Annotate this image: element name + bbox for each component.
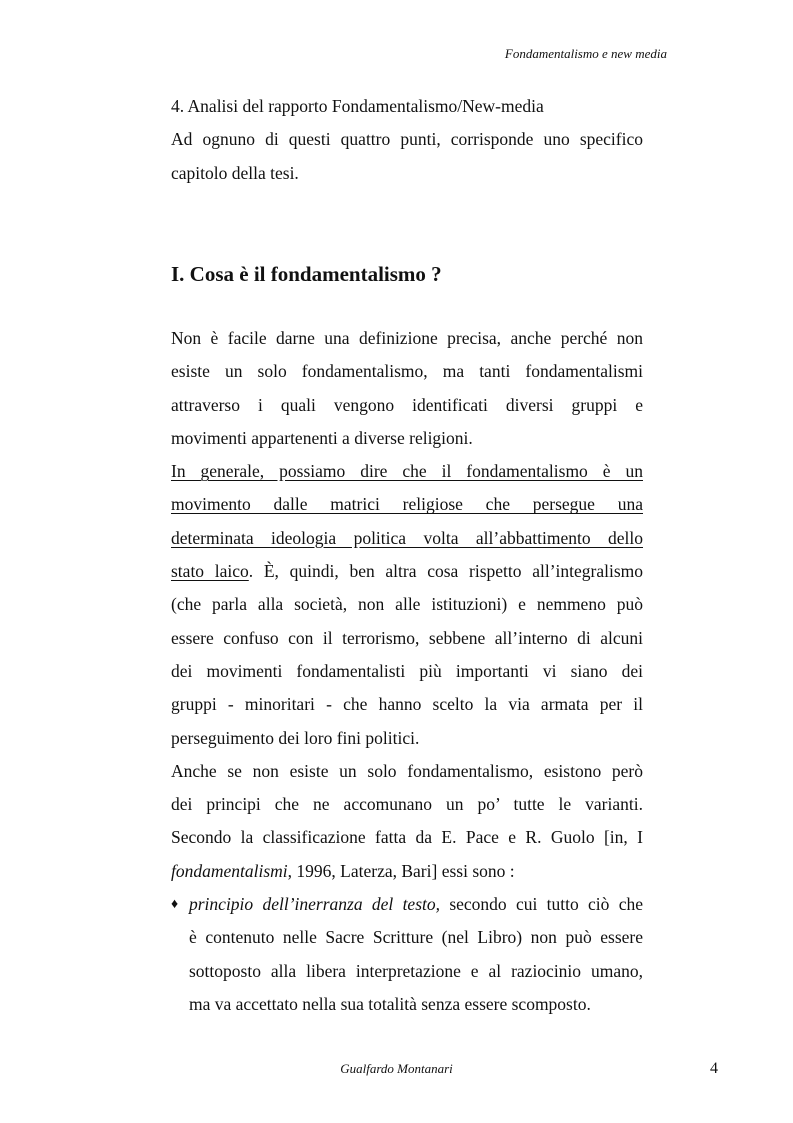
underlined-line: movimento dalle matrici religiose che persegue una: [171, 494, 643, 515]
text-line: [171, 855, 643, 888]
text-line: perseguimento dei loro fini politici.: [171, 727, 420, 748]
page-number: 4: [710, 1060, 718, 1077]
text-line: Non è facile darne una definizione precisa, anche perché non: [171, 328, 643, 348]
paragraph-definition: [171, 322, 643, 455]
paragraph-principles: [171, 755, 643, 888]
principle-term: principio dell’inerranza del testo,: [189, 894, 441, 915]
text-line: Ad ognuno di questi quattro punti, corrisponde uno specifico: [171, 129, 643, 150]
bullet-text: [189, 888, 643, 1021]
text-line: ma va accettato nella sua totalità senza essere scomposto.: [189, 993, 591, 1014]
running-header: Fondamentalismo e new media: [504, 46, 667, 61]
intro-text: [171, 90, 643, 190]
text-line: Anche se non esiste un solo fondamentalismo, esistono però: [171, 760, 643, 781]
footer-author: Gualfardo Montanari: [340, 1061, 453, 1076]
text-line: attraverso i quali vengono identificati diversi gruppi e: [171, 394, 643, 415]
underlined-line: In generale, possiamo dire che il fondamentalismo è un: [171, 461, 643, 482]
text-line: (che parla alla società, non alle istituzioni) e nemmeno può: [171, 594, 643, 615]
text-line: Secondo la classificazione fatta da E. Pace e R. Guolo [in, I: [171, 827, 643, 848]
book-title: fondamentalismi: [171, 860, 288, 881]
text-span: , 1996, Laterza, Bari] essi sono :: [287, 860, 515, 881]
list-item-4: 4. Analisi del rapporto Fondamentalismo/New-media: [171, 96, 544, 116]
text-line: gruppi - minoritari - che hanno scelto la via armata per il: [171, 694, 643, 715]
section-heading: I. Cosa è il fondamentalismo ?: [171, 262, 442, 286]
text-line: dei movimenti fondamentalisti più importanti vi siano dei: [171, 660, 643, 681]
text-line: [189, 888, 643, 921]
underlined-phrase: stato laico: [171, 561, 249, 582]
text-line: sottoposto alla libera interpretazione e al raziocinio umano,: [189, 960, 643, 981]
text-line: dei principi che ne accomunano un po’ tutte le varianti.: [171, 794, 643, 815]
text-line: esiste un solo fondamentalismo, ma tanti fondamentalismi: [171, 361, 643, 382]
text-line: capitolo della tesi.: [171, 162, 299, 183]
bullet-list-item: [171, 888, 643, 1021]
text-line: [171, 555, 643, 588]
text-span: secondo cui tutto ciò che: [440, 894, 643, 915]
text-line: essere confuso con il terrorismo, sebbene all’interno di alcuni: [171, 627, 643, 648]
underlined-line: determinata ideologia politica volta all’abbattimento dello: [171, 527, 643, 548]
text-line: movimenti appartenenti a diverse religioni.: [171, 427, 473, 448]
diamond-bullet-icon: ♦: [171, 897, 179, 913]
section-body: [171, 322, 643, 1021]
text-span: . È, quindi, ben altra cosa rispetto all’integralismo: [248, 561, 644, 582]
paragraph-general: [171, 455, 643, 755]
text-line: è contenuto nelle Sacre Scritture (nel Libro) non può essere: [189, 927, 643, 948]
